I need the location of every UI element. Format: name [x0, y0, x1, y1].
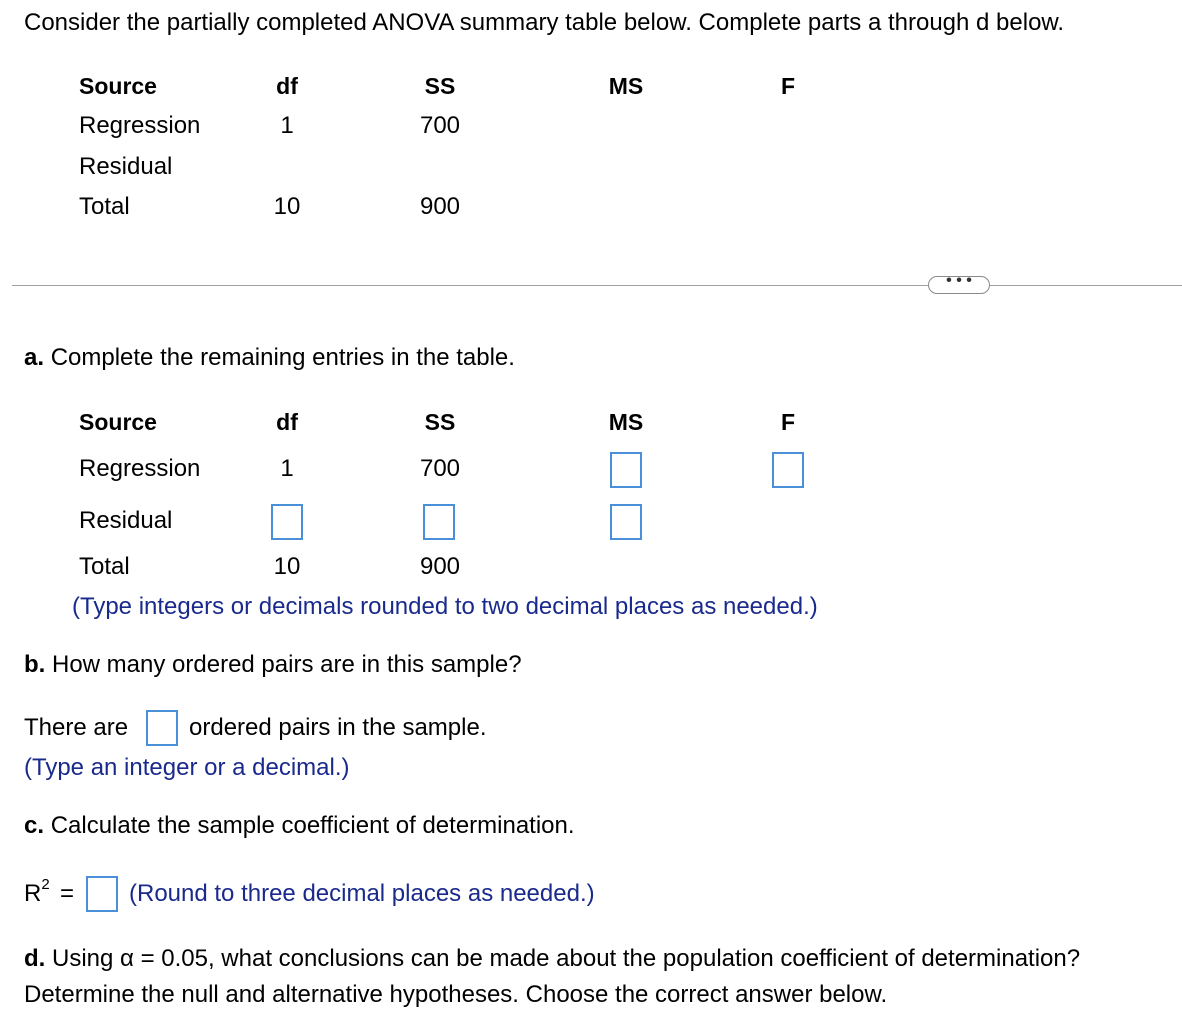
- residual-ss-input[interactable]: [423, 504, 455, 540]
- part-c-question: [24, 812, 575, 840]
- regression-ms-input[interactable]: [610, 452, 642, 488]
- part-b-text: How many ordered pairs are in this sample?: [52, 651, 522, 678]
- answer-row-total-df: 10: [273, 553, 301, 580]
- part-c-hint: (Round to three decimal places as needed.): [129, 880, 595, 907]
- answer-row-regression-source: Regression: [79, 455, 201, 482]
- equals-sign: =: [60, 880, 75, 907]
- answer-row-regression-ss: 700: [419, 455, 461, 482]
- answer-row-total-source: Total: [79, 553, 130, 580]
- section-divider: [12, 285, 1182, 286]
- table-row-total-df: 10: [273, 193, 301, 220]
- part-d-instruction: Determine the null and alternative hypotheses. Choose the correct answer below.: [24, 981, 888, 1008]
- table-header-df: df: [276, 73, 298, 99]
- table-row-regression-df: 1: [280, 112, 294, 139]
- part-a-hint: (Type integers or decimals rounded to two decimal places as needed.): [72, 593, 818, 620]
- ordered-pairs-input[interactable]: [146, 710, 178, 746]
- part-b-label: b.: [24, 651, 46, 678]
- part-c-label: c.: [24, 812, 45, 839]
- table-row-regression-source: Regression: [79, 112, 201, 139]
- answer-header-source: Source: [79, 409, 157, 435]
- part-d-text: Using α = 0.05, what conclusions can be made about the population coefficient of determination?: [52, 945, 1081, 972]
- part-a-question: [24, 344, 515, 372]
- part-a-label: a.: [24, 344, 45, 371]
- part-c-text: Calculate the sample coefficient of determination.: [50, 812, 575, 839]
- table-header-ss: SS: [424, 73, 456, 99]
- question-intro: Consider the partially completed ANOVA summary table below. Complete parts a through d below.: [24, 9, 1065, 36]
- answer-header-ms: MS: [608, 409, 644, 435]
- table-header-source: Source: [79, 73, 157, 99]
- table-row-total-ss: 900: [419, 193, 461, 220]
- table-header-f: F: [780, 73, 796, 99]
- part-b-answer-suffix: ordered pairs in the sample.: [189, 714, 487, 741]
- part-d-label: d.: [24, 945, 46, 972]
- answer-header-f: F: [780, 409, 796, 435]
- answer-row-regression-df: 1: [280, 455, 294, 482]
- residual-ms-input[interactable]: [610, 504, 642, 540]
- table-row-total-source: Total: [79, 193, 130, 220]
- table-row-regression-ss: 700: [419, 112, 461, 139]
- part-d-question: [24, 945, 1080, 973]
- answer-row-total-ss: 900: [419, 553, 461, 580]
- part-b-hint: (Type an integer or a decimal.): [24, 754, 350, 781]
- more-options-button[interactable]: • • •: [928, 276, 990, 294]
- table-row-residual-source: Residual: [79, 153, 173, 180]
- part-b-question: [24, 651, 522, 679]
- r-symbol: R: [24, 880, 42, 907]
- answer-header-df: df: [276, 409, 298, 435]
- residual-df-input[interactable]: [271, 504, 303, 540]
- regression-f-input[interactable]: [772, 452, 804, 488]
- part-b-answer-prefix: There are: [24, 714, 129, 741]
- r-squared-input[interactable]: [86, 876, 118, 912]
- r-exponent: 2: [41, 876, 50, 893]
- table-header-ms: MS: [608, 73, 644, 99]
- answer-row-residual-source: Residual: [79, 507, 173, 534]
- part-a-text: Complete the remaining entries in the table.: [50, 344, 515, 371]
- r-squared-label: [24, 876, 50, 911]
- answer-header-ss: SS: [424, 409, 456, 435]
